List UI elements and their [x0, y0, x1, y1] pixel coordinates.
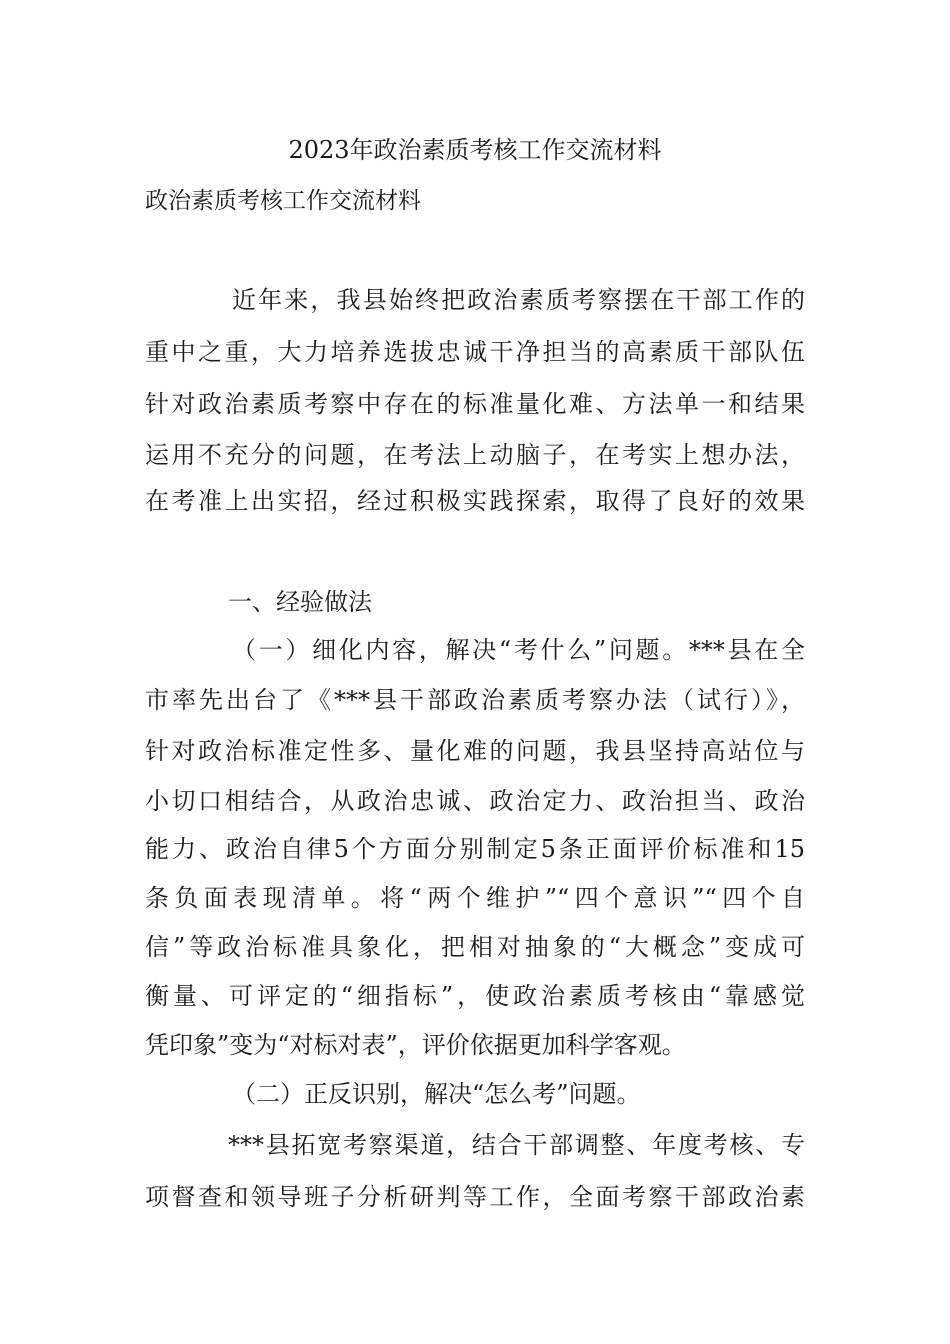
intro-line: 近年来，我县始终把政治素质考察摆在干部工作的 — [232, 286, 805, 314]
item1-line: 条负面表现清单。将“两个维护”“四个意识”“四个自 — [145, 884, 805, 912]
item1-line: 信”等政治标准具象化，把相对抽象的“大概念”变成可 — [145, 933, 805, 961]
item2-heading: （二）正反识别，解决“怎么考”问题。 — [232, 1080, 641, 1108]
item2-line: ***县拓宽考察渠道，结合干部调整、年度考核、专 — [228, 1131, 805, 1159]
item2-line: 项督查和领导班子分析研判等工作，全面考察干部政治素 — [145, 1183, 805, 1211]
intro-line: 在考准上出实招，经过积极实践探索，取得了良好的效果 — [145, 487, 805, 515]
document-subtitle: 政治素质考核工作交流材料 — [145, 188, 421, 214]
item1-line: 市率先出台了《***县干部政治素质考察办法（试行）》， — [145, 686, 805, 714]
item1-line: 针对政治标准定性多、量化难的问题，我县坚持高站位与 — [145, 737, 805, 765]
item1-line: 能力、政治自律5个方面分别制定5条正面评价标准和15 — [145, 835, 805, 863]
item1-line: 小切口相结合，从政治忠诚、政治定力、政治担当、政治 — [145, 787, 805, 815]
section-heading: 一、经验做法 — [228, 588, 372, 616]
item1-line: 凭印象”变为“对标对表”，评价依据更加科学客观。 — [145, 1031, 686, 1059]
item1-line: 衡量、可评定的“细指标”，使政治素质考核由“靠感觉 — [145, 982, 805, 1010]
intro-line: 重中之重，大力培养选拔忠诚干净担当的高素质干部队伍 — [145, 338, 805, 366]
intro-line: 运用不充分的问题，在考法上动脑子，在考实上想办法， — [145, 441, 805, 469]
document-title: 2023年政治素质考核工作交流材料 — [288, 136, 662, 164]
item1-line: （一）细化内容，解决“考什么”问题。***县在全 — [232, 636, 805, 664]
intro-line: 针对政治素质考察中存在的标准量化难、方法单一和结果 — [145, 390, 805, 418]
